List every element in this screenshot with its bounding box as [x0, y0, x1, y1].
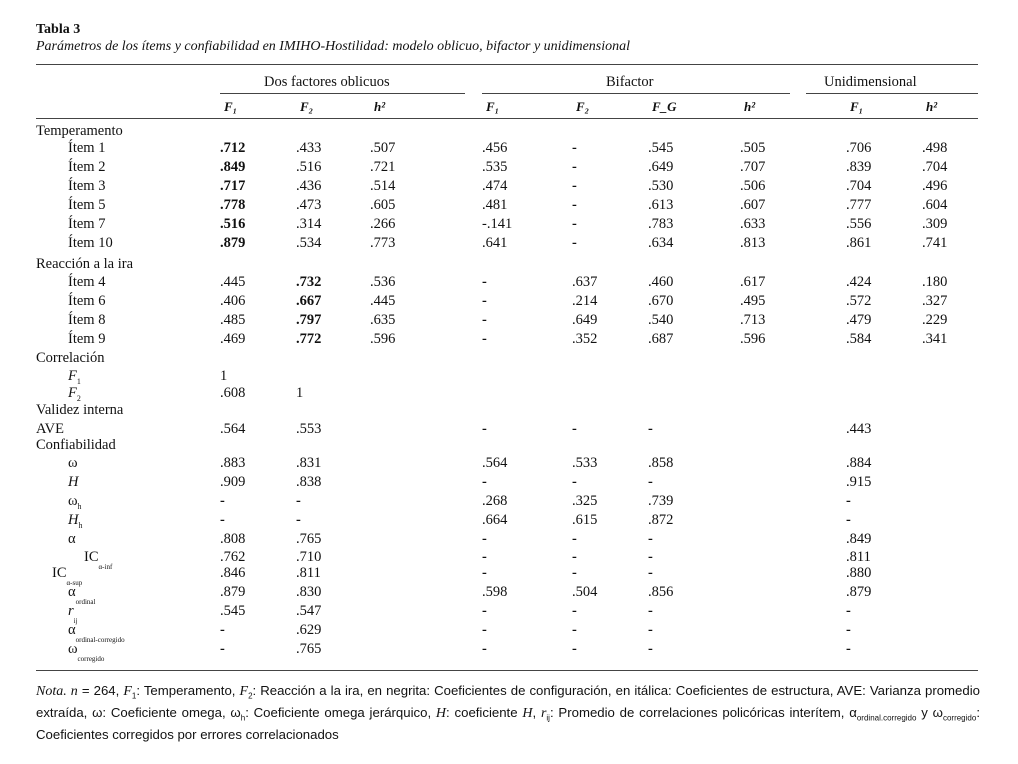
table-cell: .341 — [922, 331, 948, 347]
table-cell: - — [846, 641, 851, 657]
table-cell: .641 — [482, 235, 508, 251]
table-cell: .516 — [296, 159, 322, 175]
table-cell: .406 — [220, 293, 246, 309]
row-label-conf: $\omega_h$ — [68, 493, 82, 511]
corr-label-f2: $F_2$ — [68, 385, 81, 403]
table-cell: -.141 — [482, 216, 513, 232]
table-cell: .352 — [572, 331, 598, 347]
table-cell: .721 — [370, 159, 396, 175]
table-cell: - — [572, 140, 577, 156]
table-cell: .872 — [648, 512, 674, 528]
header-rule — [36, 118, 978, 119]
table-cell: .879 — [220, 235, 246, 251]
table-cell: .739 — [648, 493, 674, 509]
table-cell: .839 — [846, 159, 872, 175]
note-sub2: 2 — [248, 691, 253, 701]
table-cell: .811 — [296, 565, 321, 581]
section-reaccion: Reacción a la ira — [36, 256, 134, 272]
table-cell: .884 — [846, 455, 872, 471]
table-cell: .479 — [846, 312, 872, 328]
table-cell: .667 — [296, 293, 322, 309]
table-cell: .445 — [220, 274, 246, 290]
table-cell: .534 — [296, 235, 322, 251]
table-cell: .846 — [220, 565, 246, 581]
table-cell: .598 — [482, 584, 508, 600]
table-cell: .436 — [296, 178, 322, 194]
table-cell: .831 — [296, 455, 322, 471]
table-cell: - — [648, 474, 653, 490]
row-label: Ítem 6 — [68, 293, 106, 309]
table-cell: - — [220, 512, 225, 528]
section-correlacion: Correlación — [36, 350, 105, 366]
table-cell: .856 — [648, 584, 674, 600]
note-text-d: : Coeficiente omega jerárquico, — [245, 705, 436, 721]
table-cell: - — [846, 622, 851, 638]
table-cell: .717 — [220, 178, 246, 194]
column-header: F₂ — [300, 99, 314, 114]
section-validez: Validez interna — [36, 402, 124, 418]
table-cell: - — [572, 531, 577, 547]
table-cell: .314 — [296, 216, 322, 232]
row-label: Ítem 3 — [68, 178, 106, 194]
table-cell: .710 — [296, 549, 322, 565]
table-cell: .498 — [922, 140, 948, 156]
table-cell: - — [482, 603, 487, 619]
table-cell: - — [648, 549, 653, 565]
table-cell: .485 — [220, 312, 246, 328]
row-label-conf: $\alpha_{ordinal}$ — [68, 584, 96, 606]
table-cell: - — [482, 274, 487, 290]
note-H2: H — [522, 706, 533, 722]
table-cell: .713 — [740, 312, 766, 328]
table-cell: .778 — [220, 197, 246, 213]
table-cell: .879 — [220, 584, 246, 600]
table-cell: .762 — [220, 549, 246, 565]
table-cell: - — [846, 512, 851, 528]
table-cell: .536 — [370, 274, 396, 290]
table-cell: .605 — [370, 197, 396, 213]
table-cell: .849 — [220, 159, 246, 175]
note-text-c: : Reacción a la ira, en negrita: Coeficientes de configuración, en itálica: Coeficientes de estructura, AVE: Varianza promedio extraída, ω: Coeficiente omega, ω — [36, 683, 980, 721]
table-cell: .629 — [296, 622, 322, 638]
table-cell: .516 — [220, 216, 246, 232]
row-label: Ítem 5 — [68, 197, 106, 213]
table-cell: .883 — [220, 455, 246, 471]
table-cell: .596 — [740, 331, 766, 347]
table-cell: .607 — [740, 197, 766, 213]
row-label: Ítem 10 — [68, 235, 113, 251]
table-cell: .707 — [740, 159, 766, 175]
table-cell: - — [648, 421, 653, 437]
table-cell: .564 — [220, 421, 246, 437]
table-cell: .635 — [370, 312, 396, 328]
table-cell: .808 — [220, 531, 246, 547]
top-rule — [36, 64, 978, 65]
column-header: h² — [926, 99, 938, 114]
table-cell: .309 — [922, 216, 948, 232]
row-label-conf: $\alpha_{ordinal-corregido}$ — [68, 622, 125, 644]
table-cell: .266 — [370, 216, 396, 232]
row-label-conf: $r_{ij}$ — [68, 603, 78, 625]
table-cell: .533 — [572, 455, 598, 471]
note-subij: ij — [546, 713, 550, 723]
table-cell: .604 — [922, 197, 948, 213]
table-note — [36, 683, 980, 744]
column-header: F₁ — [850, 99, 864, 114]
table-cell: - — [220, 641, 225, 657]
row-label-conf: $H_h$ — [68, 512, 83, 530]
table-cell: - — [220, 493, 225, 509]
group-rule-oblique — [220, 93, 465, 94]
note-text-b: : Temperamento, — [136, 683, 240, 698]
group-header-bifactor: Bifactor — [606, 74, 654, 90]
table-cell: .214 — [572, 293, 598, 309]
table-cell: .813 — [740, 235, 766, 251]
table-cell: .456 — [482, 140, 508, 156]
note-f1: F — [123, 684, 132, 699]
table-cell: - — [572, 216, 577, 232]
table-cell: .608 — [220, 385, 246, 401]
column-header: h² — [374, 99, 386, 114]
row-label: Ítem 8 — [68, 312, 106, 328]
table-cell: - — [846, 493, 851, 509]
row-label: Ítem 1 — [68, 140, 106, 156]
table-cell: .830 — [296, 584, 322, 600]
group-rule-uni — [806, 93, 978, 94]
table-cell: .530 — [648, 178, 674, 194]
row-label-conf: $IC_{\alpha-sup}$ — [52, 565, 83, 587]
table-cell: .634 — [648, 235, 674, 251]
table-cell: .481 — [482, 197, 508, 213]
column-header: h² — [744, 99, 756, 114]
table-cell: - — [572, 641, 577, 657]
table-cell: .553 — [296, 421, 322, 437]
table-cell: - — [572, 549, 577, 565]
table-cell: .687 — [648, 331, 674, 347]
table-cell: - — [572, 235, 577, 251]
table-cell: .909 — [220, 474, 246, 490]
table-cell: - — [648, 531, 653, 547]
column-header: F_G — [652, 99, 677, 114]
table-cell: .649 — [648, 159, 674, 175]
note-sub1: 1 — [131, 691, 137, 701]
note-sub-oc: ordinal.corregido — [856, 713, 917, 723]
table-cell: .504 — [572, 584, 598, 600]
corr-label-f1: $F_1$ — [68, 368, 81, 386]
table-cell: .849 — [846, 531, 872, 547]
table-cell: .507 — [370, 140, 396, 156]
table-cell: - — [572, 159, 577, 175]
table-cell: .496 — [922, 178, 948, 194]
table-cell: .617 — [740, 274, 766, 290]
table-cell: - — [572, 178, 577, 194]
table-cell: - — [482, 565, 487, 581]
table-cell: - — [648, 565, 653, 581]
table-cell: .545 — [648, 140, 674, 156]
table-cell: - — [846, 603, 851, 619]
table-title: Tabla 3 — [36, 22, 81, 37]
table-cell: .325 — [572, 493, 598, 509]
table-cell: - — [572, 197, 577, 213]
note-sub-c: corregido — [942, 713, 977, 723]
table-cell: - — [572, 603, 577, 619]
table-cell: - — [296, 493, 301, 509]
row-label: Ítem 9 — [68, 331, 106, 347]
table-cell: .443 — [846, 421, 872, 437]
table-cell: - — [482, 474, 487, 490]
row-label-conf: ω — [68, 455, 78, 471]
table-subtitle: Parámetros de los ítems y confiabilidad en IMIHO-Hostilidad: modelo oblicuo, bifactor y unidimensional — [36, 39, 631, 54]
table-cell: .765 — [296, 641, 322, 657]
table-cell: .445 — [370, 293, 396, 309]
column-header: F₂ — [576, 99, 590, 114]
row-label: Ítem 4 — [68, 274, 106, 290]
table-cell: .741 — [922, 235, 948, 251]
note-r: r — [540, 706, 547, 722]
table-cell: .540 — [648, 312, 674, 328]
table-cell: - — [220, 622, 225, 638]
table-cell: .596 — [370, 331, 396, 347]
table-cell: .556 — [846, 216, 872, 232]
table-cell: - — [572, 421, 577, 437]
table-cell: .229 — [922, 312, 948, 328]
note-n: n — [70, 684, 78, 699]
table-cell: .495 — [740, 293, 766, 309]
table-cell: .584 — [846, 331, 872, 347]
note-text-g: : Promedio de correlaciones policóricas interítem, α — [549, 705, 857, 721]
table-cell: - — [296, 512, 301, 528]
table-cell: .838 — [296, 474, 322, 490]
table-cell: .704 — [846, 178, 872, 194]
table-cell: .268 — [482, 493, 508, 509]
group-header-oblique: Dos factores oblicuos — [264, 74, 390, 90]
row-label-conf: $\omega_{corregido}$ — [68, 641, 105, 663]
table-cell: .327 — [922, 293, 948, 309]
table-cell: .712 — [220, 140, 246, 156]
table-cell: .858 — [648, 455, 674, 471]
table-cell: .861 — [846, 235, 872, 251]
table-cell: .732 — [296, 274, 322, 290]
table-cell: .473 — [296, 197, 322, 213]
table-cell: .180 — [922, 274, 948, 290]
column-header: F₁ — [224, 99, 238, 114]
group-header-uni: Unidimensional — [824, 74, 917, 90]
table-cell: .505 — [740, 140, 766, 156]
section-confiabilidad: Confiabilidad — [36, 437, 116, 453]
table-cell: - — [482, 293, 487, 309]
table-cell: .772 — [296, 331, 322, 347]
table-cell: - — [648, 622, 653, 638]
table-cell: - — [482, 641, 487, 657]
row-label-conf: $IC_{\alpha-inf}$ — [84, 549, 113, 571]
table-cell: .706 — [846, 140, 872, 156]
table-cell: .880 — [846, 565, 872, 581]
table-cell: .474 — [482, 178, 508, 194]
note-text-a: = 264, — [77, 683, 124, 698]
table-cell: .535 — [482, 159, 508, 175]
table-cell: .545 — [220, 603, 246, 619]
table-cell: - — [572, 622, 577, 638]
table-cell: - — [482, 622, 487, 638]
note-text-e: : coeficiente — [446, 705, 523, 721]
note-text-f: , — [532, 705, 541, 721]
table-cell: - — [648, 603, 653, 619]
row-label-conf: α — [68, 531, 76, 547]
table-cell: .664 — [482, 512, 508, 528]
table-cell: .777 — [846, 197, 872, 213]
table-cell: .704 — [922, 159, 948, 175]
table-cell: - — [482, 549, 487, 565]
row-label: Ítem 2 — [68, 159, 106, 175]
table-cell: .572 — [846, 293, 872, 309]
bottom-rule — [36, 670, 978, 671]
table-cell: .469 — [220, 331, 246, 347]
note-f2: F — [239, 684, 249, 699]
table-cell: .649 — [572, 312, 598, 328]
table-cell: .564 — [482, 455, 508, 471]
note-H: H — [435, 706, 447, 722]
note-subh: h — [240, 713, 246, 723]
table-cell: - — [482, 331, 487, 347]
row-label-ave: AVE — [36, 421, 64, 437]
table-cell: - — [572, 565, 577, 581]
table-cell: .773 — [370, 235, 396, 251]
row-label-conf: H — [68, 474, 79, 490]
table-cell: .797 — [296, 312, 322, 328]
group-rule-bifactor — [482, 93, 790, 94]
table-cell: .547 — [296, 603, 322, 619]
note-text-i: : Coeficientes corregidos por errores correlacionados — [36, 705, 980, 743]
table-cell: .670 — [648, 293, 674, 309]
table-cell: .637 — [572, 274, 598, 290]
table-cell: 1 — [296, 385, 304, 401]
note-text-h: y ω — [916, 705, 943, 721]
table-cell: .433 — [296, 140, 322, 156]
table-cell: .879 — [846, 584, 872, 600]
table-cell: .811 — [846, 549, 871, 565]
column-header: F₁ — [486, 99, 500, 114]
table-cell: .514 — [370, 178, 396, 194]
table-cell: .424 — [846, 274, 872, 290]
table-cell: .613 — [648, 197, 674, 213]
table-cell: .615 — [572, 512, 598, 528]
table-cell: .915 — [846, 474, 872, 490]
table-cell: - — [572, 474, 577, 490]
table-cell: 1 — [220, 368, 228, 384]
section-temperamento: Temperamento — [36, 123, 123, 139]
table-cell: .765 — [296, 531, 322, 547]
table-cell: - — [482, 312, 487, 328]
table-cell: .633 — [740, 216, 766, 232]
table-cell: .460 — [648, 274, 674, 290]
table-cell: .783 — [648, 216, 674, 232]
row-label: Ítem 7 — [68, 216, 106, 232]
table-cell: .506 — [740, 178, 766, 194]
table-cell: - — [482, 531, 487, 547]
table-cell: - — [482, 421, 487, 437]
table-cell: - — [648, 641, 653, 657]
note-label: Nota. — [36, 684, 67, 699]
